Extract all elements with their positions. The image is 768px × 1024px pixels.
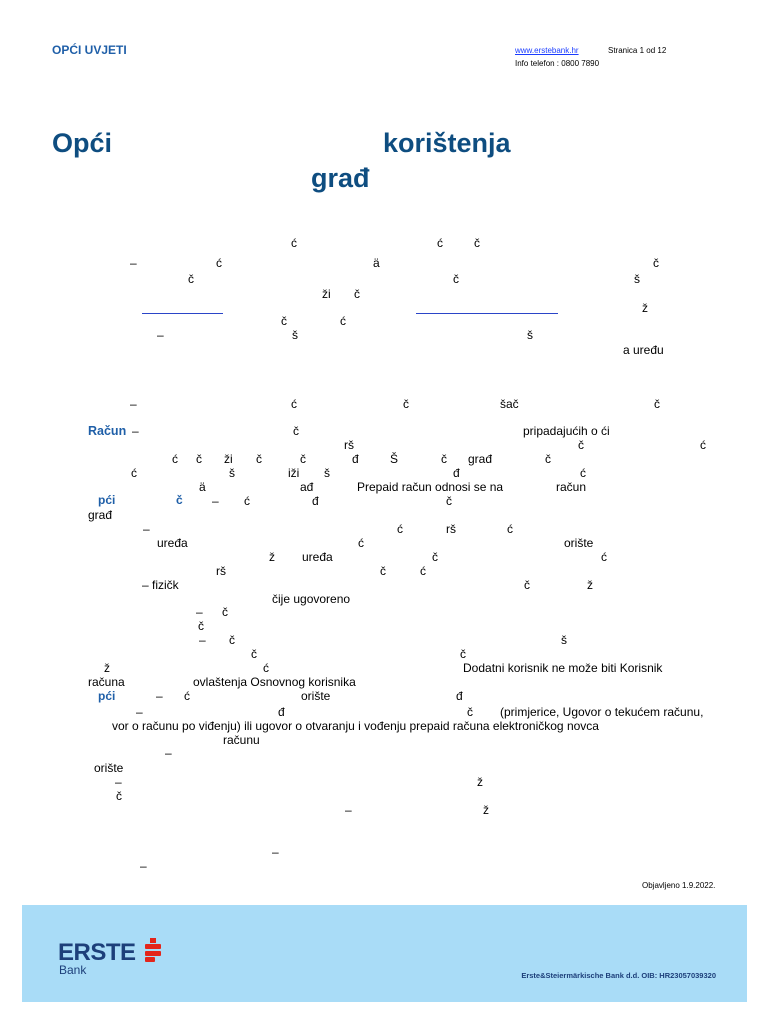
body-fragment: računu <box>223 733 260 747</box>
body-fragment: ä <box>199 480 206 494</box>
body-fragment: ć <box>216 256 222 270</box>
page-info: Stranica 1 od 12 <box>608 46 667 55</box>
body-fragment: ć <box>291 236 297 250</box>
body-fragment: ć <box>580 466 586 480</box>
body-fragment: č <box>198 619 204 633</box>
info-phone: Info telefon : 0800 7890 <box>515 59 600 68</box>
title-word-2: korištenja <box>383 128 511 158</box>
body-fragment: uređa <box>157 536 188 550</box>
erste-logo-bank: Bank <box>59 963 87 977</box>
body-fragment: ovlaštenja Osnovnog korisnika <box>193 675 356 689</box>
body-fragment: č <box>380 564 386 578</box>
body-fragment: orište <box>564 536 594 550</box>
body-fragment: č <box>229 633 235 647</box>
body-fragment: š <box>634 272 640 286</box>
body-fragment: č <box>578 438 584 452</box>
body-fragment: – <box>157 328 164 342</box>
body-fragment: č <box>188 272 194 286</box>
body-fragment: č <box>460 647 466 661</box>
body-fragment: orište <box>94 761 124 775</box>
body-fragment: – <box>132 424 139 438</box>
body-fragment: ž <box>483 803 489 817</box>
term-fragment: pći <box>98 493 116 507</box>
body-fragment: ć <box>263 661 269 675</box>
body-fragment: č <box>196 452 202 466</box>
body-fragment: Š <box>390 452 399 466</box>
body-fragment: đ <box>312 494 319 508</box>
body-fragment: š <box>292 328 298 342</box>
body-fragment: – <box>130 397 137 411</box>
body-fragment: račun <box>556 480 587 494</box>
body-fragment: pripadajućih o ći <box>523 424 610 438</box>
footer-band <box>22 905 747 1002</box>
body-fragment: – <box>196 605 203 619</box>
body-fragment: – <box>140 859 147 873</box>
term-fragment: pći <box>98 689 116 703</box>
hyperlink-underline <box>416 313 558 314</box>
body-fragment: ž <box>477 775 483 789</box>
body-fragment: Prepaid račun odnosi se na <box>357 480 504 494</box>
body-fragment: ć <box>244 494 250 508</box>
erste-logo-word: ERSTE <box>58 939 136 966</box>
title-word-3: građ <box>311 163 370 193</box>
body-fragment: čije ugovoreno <box>272 592 351 606</box>
hyperlink-underline <box>142 313 223 314</box>
body-fragment: računa <box>88 675 125 689</box>
body-fragment: š <box>527 328 533 342</box>
body-fragment: č <box>446 494 452 508</box>
body-fragment: rš <box>446 522 456 536</box>
body-fragment: ć <box>131 466 137 480</box>
footer-legal-text: Erste&Steiermärkische Bank d.d. OIB: HR23057039320 <box>521 971 716 980</box>
body-fragment: đ <box>352 452 359 466</box>
body-fragment: šač <box>500 397 519 411</box>
website-link[interactable]: www.erstebank.hr <box>515 46 579 55</box>
body-fragment: – <box>143 522 150 536</box>
body-fragment: š <box>561 633 567 647</box>
body-fragment: – <box>212 494 219 508</box>
body-fragment: orište <box>301 689 331 703</box>
body-fragment: ži <box>322 287 331 301</box>
body-fragment: ž <box>642 301 648 315</box>
body-fragment: a uređu <box>623 343 664 357</box>
body-fragment: (primjerice, Ugovor o tekućem računu, <box>500 705 704 719</box>
body-fragment: Dodatni korisnik ne može biti Korisnik <box>463 661 663 675</box>
body-fragment: – <box>165 746 172 760</box>
body-fragment: rš <box>344 438 354 452</box>
body-fragment: ć <box>420 564 426 578</box>
body-fragment: ć <box>437 236 443 250</box>
body-fragment: ž <box>269 550 275 564</box>
term-racun: Račun <box>88 424 127 438</box>
body-fragment: č <box>222 605 228 619</box>
body-fragment: č <box>441 452 447 466</box>
body-fragment: ć <box>184 689 190 703</box>
body-fragment: đ <box>456 689 463 703</box>
body-fragment: č <box>653 256 659 270</box>
body-fragment: ć <box>358 536 364 550</box>
body-fragment: č <box>524 578 530 592</box>
body-fragment: ć <box>700 438 706 452</box>
body-fragment: – <box>345 803 352 817</box>
body-fragment: č <box>256 452 262 466</box>
body-fragment: ć <box>601 550 607 564</box>
body-fragment: – <box>130 256 137 270</box>
body-fragment: vor o računu po viđenju) ili ugovor o otvaranju i vođenju prepaid računa elektroničkog novca <box>112 719 599 733</box>
body-fragment: ž <box>104 661 110 675</box>
body-fragment: ä <box>373 256 380 270</box>
body-fragment: đ <box>453 466 460 480</box>
body-fragment: š <box>324 466 330 480</box>
body-fragment: ć <box>507 522 513 536</box>
body-fragment: č <box>281 314 287 328</box>
body-fragment: uređa <box>302 550 333 564</box>
body-fragment: č <box>116 789 122 803</box>
erste-s-logo-icon <box>144 938 162 962</box>
body-fragment: č <box>354 287 360 301</box>
body-fragment: č <box>293 424 299 438</box>
body-fragment: iži <box>288 466 300 480</box>
body-fragment: – fizičk <box>142 578 179 592</box>
body-fragment: građ <box>468 452 493 466</box>
body-fragment: – <box>199 633 206 647</box>
body-fragment: ži <box>224 452 233 466</box>
body-fragment: ć <box>340 314 346 328</box>
body-fragment: ž <box>587 578 593 592</box>
body-fragment: č <box>300 452 306 466</box>
body-fragment: č <box>251 647 257 661</box>
body-fragment: – <box>136 705 143 719</box>
body-fragment: građ <box>88 508 113 522</box>
body-fragment: č <box>545 452 551 466</box>
document-label: OPĆI UVJETI <box>52 43 127 57</box>
body-fragment: č <box>654 397 660 411</box>
body-fragment: č <box>453 272 459 286</box>
published-date: Objavljeno 1.9.2022. <box>642 881 716 890</box>
body-fragment: ć <box>172 452 178 466</box>
title-word-1: Opći <box>52 128 113 158</box>
body-fragment: – <box>156 689 163 703</box>
body-fragment: – <box>115 775 122 789</box>
body-fragment: č <box>467 705 473 719</box>
body-fragment: ć <box>397 522 403 536</box>
body-fragment: rš <box>216 564 226 578</box>
term-fragment: č <box>176 493 183 507</box>
body-fragment: ađ <box>300 480 314 494</box>
body-fragment: š <box>229 466 235 480</box>
body-fragment: – <box>272 845 279 859</box>
body-fragment: đ <box>278 705 285 719</box>
body-fragment: ć <box>291 397 297 411</box>
body-fragment: č <box>403 397 409 411</box>
body-fragment: č <box>432 550 438 564</box>
body-fragment: č <box>474 236 480 250</box>
